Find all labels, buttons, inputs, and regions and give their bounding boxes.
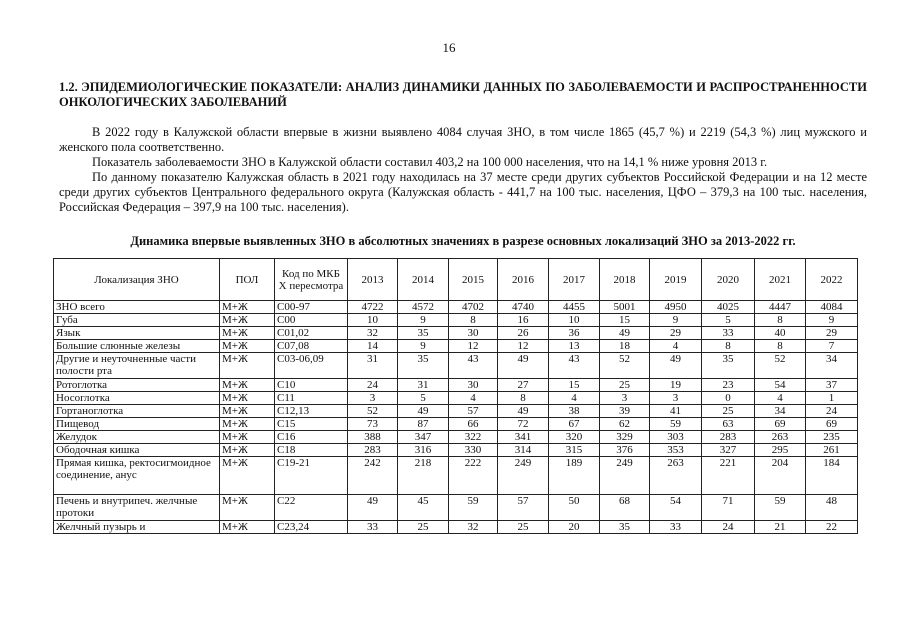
value-cell: 34	[755, 405, 806, 418]
value-cell: 48	[806, 495, 858, 521]
value-cell: 52	[348, 405, 398, 418]
localization-cell: Ротоглотка	[54, 379, 220, 392]
value-cell: 41	[650, 405, 702, 418]
value-cell: 21	[755, 521, 806, 534]
value-cell: 22	[806, 521, 858, 534]
value-cell: 3	[600, 392, 650, 405]
value-cell: 33	[650, 521, 702, 534]
value-cell: 27	[498, 379, 549, 392]
column-header: Локализация ЗНО	[54, 259, 220, 301]
value-cell: 204	[755, 457, 806, 495]
value-cell: 263	[755, 431, 806, 444]
icd-code-cell: С03-06,09	[275, 353, 348, 379]
value-cell: 35	[600, 521, 650, 534]
value-cell: 59	[449, 495, 498, 521]
value-cell: 40	[755, 327, 806, 340]
value-cell: 242	[348, 457, 398, 495]
value-cell: 57	[449, 405, 498, 418]
localization-cell: Носоглотка	[54, 392, 220, 405]
value-cell: 72	[498, 418, 549, 431]
sex-cell: М+Ж	[220, 431, 275, 444]
value-cell: 13	[549, 340, 600, 353]
icd-code-cell: С10	[275, 379, 348, 392]
localization-cell: Печень и внутрипеч. желчные протоки	[54, 495, 220, 521]
value-cell: 59	[650, 418, 702, 431]
value-cell: 54	[650, 495, 702, 521]
value-cell: 322	[449, 431, 498, 444]
value-cell: 4	[549, 392, 600, 405]
value-cell: 71	[702, 495, 755, 521]
sex-cell: М+Ж	[220, 353, 275, 379]
value-cell: 24	[702, 521, 755, 534]
value-cell: 303	[650, 431, 702, 444]
value-cell: 10	[549, 314, 600, 327]
value-cell: 9	[650, 314, 702, 327]
icd-code-cell: С00-97	[275, 301, 348, 314]
value-cell: 43	[549, 353, 600, 379]
value-cell: 24	[806, 405, 858, 418]
localization-cell: Ободочная кишка	[54, 444, 220, 457]
icd-code-cell: С16	[275, 431, 348, 444]
column-header: Код по МКБ X пересмотра	[275, 259, 348, 301]
value-cell: 38	[549, 405, 600, 418]
column-header: 2019	[650, 259, 702, 301]
value-cell: 73	[348, 418, 398, 431]
value-cell: 315	[549, 444, 600, 457]
value-cell: 347	[398, 431, 449, 444]
value-cell: 33	[348, 521, 398, 534]
value-cell: 4	[449, 392, 498, 405]
value-cell: 222	[449, 457, 498, 495]
paragraph-2: Показатель заболеваемости ЗНО в Калужской области составил 403,2 на 100 000 населения, что на 14,1 % ниже уровня 2013 г.	[92, 155, 768, 169]
value-cell: 32	[348, 327, 398, 340]
table-row	[54, 327, 858, 340]
value-cell: 25	[398, 521, 449, 534]
value-cell: 25	[498, 521, 549, 534]
value-cell: 283	[348, 444, 398, 457]
value-cell: 320	[549, 431, 600, 444]
column-header: 2014	[398, 259, 449, 301]
value-cell: 29	[806, 327, 858, 340]
value-cell: 4740	[498, 301, 549, 314]
value-cell: 31	[348, 353, 398, 379]
paragraph-3: По данному показателю Калужская область в 2021 году находилась на 37 месте среди других субъектов Российской Федерации и на 12 месте среди других субъектов Центрального федерального округа (Калужская область - 441,7 на 100 тыс. населения, ЦФО – 379,3 на 100 тыс. населения, Российская Федерация – 397,9 на 100 тыс. населения).	[59, 170, 867, 214]
table-row	[54, 521, 858, 534]
value-cell: 69	[806, 418, 858, 431]
value-cell: 18	[600, 340, 650, 353]
value-cell: 26	[498, 327, 549, 340]
value-cell: 341	[498, 431, 549, 444]
value-cell: 59	[755, 495, 806, 521]
value-cell: 295	[755, 444, 806, 457]
value-cell: 4	[755, 392, 806, 405]
value-cell: 249	[600, 457, 650, 495]
value-cell: 49	[650, 353, 702, 379]
value-cell: 67	[549, 418, 600, 431]
value-cell: 4025	[702, 301, 755, 314]
value-cell: 263	[650, 457, 702, 495]
table-row	[54, 340, 858, 353]
value-cell: 4447	[755, 301, 806, 314]
column-header: 2016	[498, 259, 549, 301]
sex-cell: М+Ж	[220, 301, 275, 314]
table-row	[54, 353, 858, 379]
table-title: Динамика впервые выявленных ЗНО в абсолютных значениях в разрезе основных локализаций ЗНО за 2013-2022 гг.	[130, 234, 796, 248]
value-cell: 184	[806, 457, 858, 495]
value-cell: 37	[806, 379, 858, 392]
body-text	[59, 125, 867, 215]
sex-cell: М+Ж	[220, 405, 275, 418]
value-cell: 39	[600, 405, 650, 418]
localization-cell: Пищевод	[54, 418, 220, 431]
paragraph-1: В 2022 году в Калужской области впервые в жизни выявлено 4084 случая ЗНО, в том числе 1865 (45,7 %) и 2219 (54,3 %) лиц мужского и женского пола соответственно.	[59, 125, 867, 154]
value-cell: 327	[702, 444, 755, 457]
value-cell: 69	[755, 418, 806, 431]
icd-code-cell: С07,08	[275, 340, 348, 353]
value-cell: 32	[449, 521, 498, 534]
table-header-row	[54, 259, 858, 301]
column-header: 2015	[449, 259, 498, 301]
value-cell: 3	[348, 392, 398, 405]
table-row	[54, 444, 858, 457]
value-cell: 23	[702, 379, 755, 392]
value-cell: 221	[702, 457, 755, 495]
icd-code-cell: С22	[275, 495, 348, 521]
value-cell: 5	[398, 392, 449, 405]
value-cell: 10	[348, 314, 398, 327]
value-cell: 9	[398, 314, 449, 327]
value-cell: 62	[600, 418, 650, 431]
value-cell: 57	[498, 495, 549, 521]
column-header: 2017	[549, 259, 600, 301]
localization-cell: Губа	[54, 314, 220, 327]
icd-code-cell: С18	[275, 444, 348, 457]
section-heading: 1.2. ЭПИДЕМИОЛОГИЧЕСКИЕ ПОКАЗАТЕЛИ: АНАЛИЗ ДИНАМИКИ ДАННЫХ ПО ЗАБОЛЕВАЕМОСТИ И РАСПРОСТРАНЕННОСТИ ОНКОЛОГИЧЕСКИХ ЗАБОЛЕВАНИЙ	[59, 80, 867, 109]
value-cell: 49	[348, 495, 398, 521]
value-cell: 388	[348, 431, 398, 444]
value-cell: 34	[806, 353, 858, 379]
value-cell: 49	[498, 405, 549, 418]
value-cell: 4	[650, 340, 702, 353]
value-cell: 36	[549, 327, 600, 340]
value-cell: 14	[348, 340, 398, 353]
icd-code-cell: С01,02	[275, 327, 348, 340]
value-cell: 189	[549, 457, 600, 495]
value-cell: 261	[806, 444, 858, 457]
value-cell: 4572	[398, 301, 449, 314]
value-cell: 52	[755, 353, 806, 379]
sex-cell: М+Ж	[220, 418, 275, 431]
localization-cell: Желчный пузырь и	[54, 521, 220, 534]
value-cell: 0	[702, 392, 755, 405]
value-cell: 49	[600, 327, 650, 340]
value-cell: 63	[702, 418, 755, 431]
value-cell: 35	[398, 353, 449, 379]
value-cell: 16	[498, 314, 549, 327]
value-cell: 50	[549, 495, 600, 521]
column-header: ПОЛ	[220, 259, 275, 301]
value-cell: 12	[449, 340, 498, 353]
value-cell: 29	[650, 327, 702, 340]
value-cell: 7	[806, 340, 858, 353]
value-cell: 68	[600, 495, 650, 521]
table-row	[54, 314, 858, 327]
localization-cell: Другие и неуточненные части полости рта	[54, 353, 220, 379]
value-cell: 8	[702, 340, 755, 353]
icd-code-cell: С12,13	[275, 405, 348, 418]
localization-cell: ЗНО всего	[54, 301, 220, 314]
value-cell: 249	[498, 457, 549, 495]
value-cell: 329	[600, 431, 650, 444]
value-cell: 218	[398, 457, 449, 495]
value-cell: 45	[398, 495, 449, 521]
value-cell: 283	[702, 431, 755, 444]
value-cell: 8	[449, 314, 498, 327]
value-cell: 314	[498, 444, 549, 457]
value-cell: 330	[449, 444, 498, 457]
value-cell: 8	[498, 392, 549, 405]
localization-cell: Прямая кишка, ректосигмоидное соединение, анус	[54, 457, 220, 495]
value-cell: 12	[498, 340, 549, 353]
value-cell: 54	[755, 379, 806, 392]
value-cell: 8	[755, 314, 806, 327]
value-cell: 15	[600, 314, 650, 327]
value-cell: 9	[398, 340, 449, 353]
icd-code-cell: С15	[275, 418, 348, 431]
table-row	[54, 418, 858, 431]
value-cell: 3	[650, 392, 702, 405]
column-header: 2021	[755, 259, 806, 301]
value-cell: 4722	[348, 301, 398, 314]
table-row	[54, 301, 858, 314]
localization-cell: Язык	[54, 327, 220, 340]
sex-cell: М+Ж	[220, 521, 275, 534]
value-cell: 9	[806, 314, 858, 327]
value-cell: 4455	[549, 301, 600, 314]
value-cell: 4702	[449, 301, 498, 314]
value-cell: 20	[549, 521, 600, 534]
value-cell: 25	[600, 379, 650, 392]
value-cell: 30	[449, 379, 498, 392]
value-cell: 5	[702, 314, 755, 327]
localization-cell: Большие слюнные железы	[54, 340, 220, 353]
table-row	[54, 379, 858, 392]
sex-cell: М+Ж	[220, 444, 275, 457]
column-header: 2018	[600, 259, 650, 301]
value-cell: 31	[398, 379, 449, 392]
value-cell: 8	[755, 340, 806, 353]
page-number: 16	[442, 40, 456, 55]
sex-cell: М+Ж	[220, 340, 275, 353]
value-cell: 376	[600, 444, 650, 457]
icd-code-cell: С23,24	[275, 521, 348, 534]
value-cell: 4950	[650, 301, 702, 314]
table-row	[54, 457, 858, 495]
sex-cell: М+Ж	[220, 495, 275, 521]
icd-code-cell: С11	[275, 392, 348, 405]
table-row	[54, 495, 858, 521]
value-cell: 66	[449, 418, 498, 431]
value-cell: 353	[650, 444, 702, 457]
table-row	[54, 431, 858, 444]
incidence-table	[53, 258, 858, 534]
column-header: 2022	[806, 259, 858, 301]
sex-cell: М+Ж	[220, 392, 275, 405]
sex-cell: М+Ж	[220, 314, 275, 327]
sex-cell: М+Ж	[220, 327, 275, 340]
value-cell: 35	[702, 353, 755, 379]
column-header: 2020	[702, 259, 755, 301]
value-cell: 25	[702, 405, 755, 418]
value-cell: 4084	[806, 301, 858, 314]
icd-code-cell: С00	[275, 314, 348, 327]
value-cell: 15	[549, 379, 600, 392]
value-cell: 35	[398, 327, 449, 340]
table-row	[54, 392, 858, 405]
value-cell: 87	[398, 418, 449, 431]
value-cell: 24	[348, 379, 398, 392]
value-cell: 49	[498, 353, 549, 379]
sex-cell: М+Ж	[220, 379, 275, 392]
value-cell: 49	[398, 405, 449, 418]
localization-cell: Желудок	[54, 431, 220, 444]
value-cell: 1	[806, 392, 858, 405]
value-cell: 33	[702, 327, 755, 340]
value-cell: 52	[600, 353, 650, 379]
table-row	[54, 405, 858, 418]
column-header: 2013	[348, 259, 398, 301]
sex-cell: М+Ж	[220, 457, 275, 495]
value-cell: 19	[650, 379, 702, 392]
value-cell: 43	[449, 353, 498, 379]
icd-code-cell: С19-21	[275, 457, 348, 495]
value-cell: 5001	[600, 301, 650, 314]
localization-cell: Гортаноглотка	[54, 405, 220, 418]
value-cell: 235	[806, 431, 858, 444]
value-cell: 30	[449, 327, 498, 340]
value-cell: 316	[398, 444, 449, 457]
